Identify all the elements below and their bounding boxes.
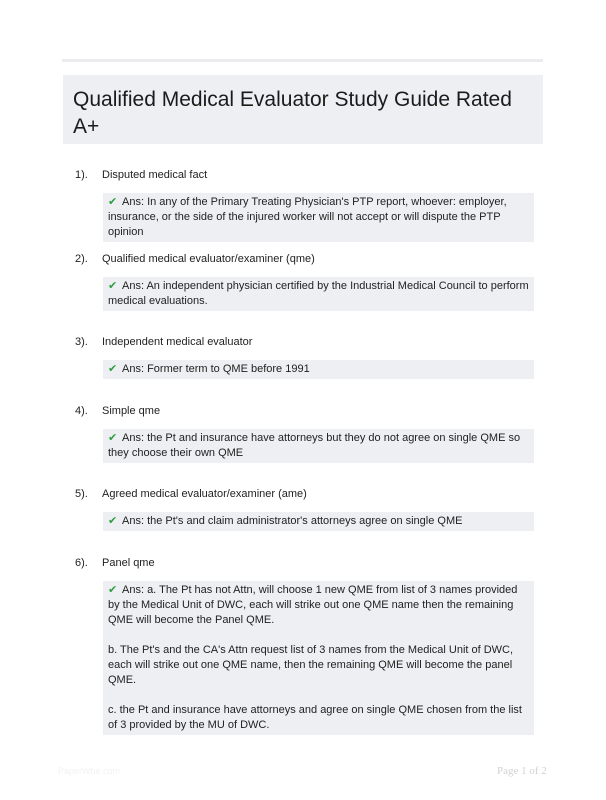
top-divider [62,59,543,62]
check-icon: ✔ [108,432,118,444]
answer-text: Ans: Former term to QME before 1991 [122,363,310,375]
answer-text: Ans: In any of the Primary Treating Physician's PTP report, whoever: employer, insurance, or the side of the injured worker will not accept or will dispute the PTP opinion [108,196,507,238]
answer-box [103,193,534,242]
answer-text: c. the Pt and insurance have attorneys and agree on single QME chosen from the list of 3 provided by the MU of DWC. [108,704,522,731]
question-text: Panel qme [102,557,155,569]
question-number: 6). [75,557,88,569]
question-number: 3). [75,336,88,348]
title-banner [63,75,543,144]
answer-text: Ans: the Pt and insurance have attorneys but they do not agree on single QME so they choose their own QME [108,432,521,459]
answer-text: Ans: a. The Pt has not Attn, will choose 1 new QME from list of 3 names provided by the Medical Unit of DWC, each will strike out one QME name then the remaining QME will become the Panel QME. [108,584,518,626]
footer-watermark: PaperWbe.com [58,766,121,776]
question-number: 2). [75,253,88,265]
answer-box [103,360,534,379]
question-text: Independent medical evaluator [102,336,253,348]
check-icon: ✔ [108,363,118,375]
answer-box [103,429,534,463]
answer-box [103,277,534,311]
question-text: Disputed medical fact [102,169,208,181]
check-icon: ✔ [108,584,118,596]
page-indicator: Page 1 of 2 [497,765,547,777]
answer-text: Ans: the Pt's and claim administrator's attorneys agree on single QME [122,515,463,527]
answer-text: b. The Pt's and the CA's Attn request list of 3 names from the Medical Unit of DWC, each will strike out one QME name, then the remaining QME will become the panel QME. [108,644,514,686]
answer-box [103,581,534,735]
question-number: 5). [75,488,88,500]
question-number: 1). [75,169,88,181]
page-title: Qualified Medical Evaluator Study Guide Rated A+ [73,88,512,138]
check-icon: ✔ [108,515,118,527]
answer-text: Ans: An independent physician certified by the Industrial Medical Council to perform medical evaluations. [108,280,529,307]
question-text: Agreed medical evaluator/examiner (ame) [102,488,307,500]
question-number: 4). [75,405,88,417]
answer-box [103,512,534,531]
question-text: Qualified medical evaluator/examiner (qme) [102,253,315,265]
check-icon: ✔ [108,280,118,292]
question-text: Simple qme [102,405,161,417]
check-icon: ✔ [108,196,118,208]
